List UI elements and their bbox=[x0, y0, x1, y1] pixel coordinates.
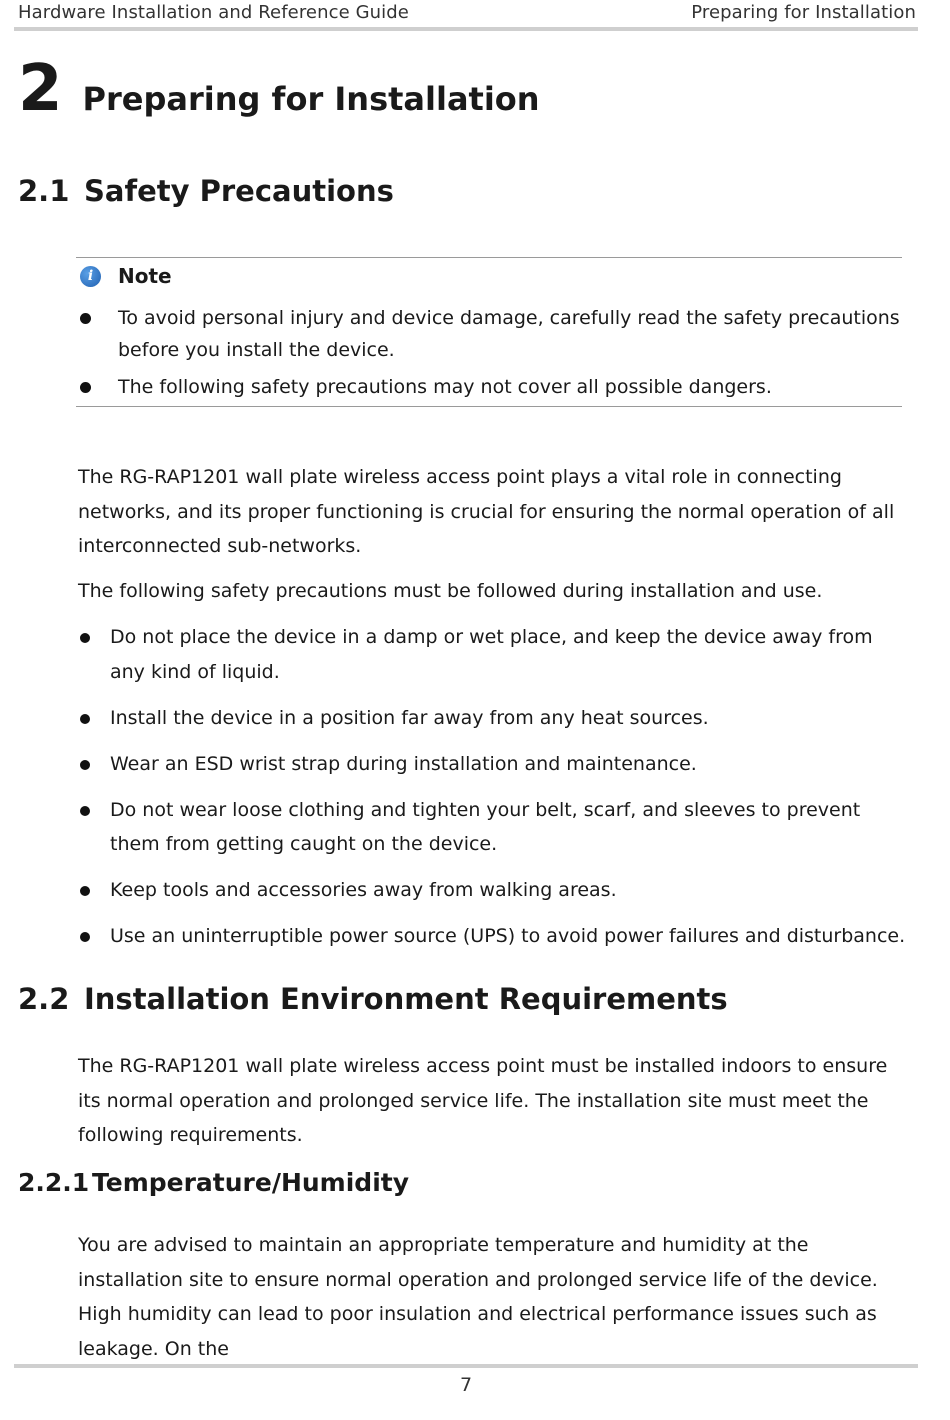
header-doc-title: Hardware Installation and Reference Guide bbox=[18, 2, 409, 23]
list-item: Wear an ESD wrist strap during installation and maintenance. bbox=[78, 747, 908, 782]
note-item: The following safety precautions may not cover all possible dangers. bbox=[76, 371, 902, 403]
list-item: Install the device in a position far away from any heat sources. bbox=[78, 701, 908, 736]
subsection-number: 2.2.1 bbox=[18, 1168, 90, 1197]
page-number: 7 bbox=[459, 1374, 473, 1396]
subsection-title: Temperature/Humidity bbox=[92, 1168, 410, 1197]
chapter-title: Preparing for Installation bbox=[82, 80, 540, 118]
header-chapter-title: Preparing for Installation bbox=[691, 2, 916, 23]
note-title: Note bbox=[118, 264, 172, 288]
section-number: 2.2 bbox=[18, 982, 70, 1016]
info-icon: i bbox=[80, 266, 101, 287]
running-header bbox=[18, 2, 916, 23]
chapter-number: 2 bbox=[18, 52, 63, 126]
section-title: Safety Precautions bbox=[84, 174, 394, 208]
note-box bbox=[76, 257, 902, 407]
section-title: Installation Environment Requirements bbox=[84, 982, 728, 1016]
safety-intro-paragraph: The RG-RAP1201 wall plate wireless access point plays a vital role in connecting networks, and its proper functioning is crucial for ensuring the normal operation of all interconnected sub-networks. bbox=[78, 466, 895, 557]
section-heading-environment bbox=[18, 982, 728, 1016]
safety-precautions-list bbox=[78, 620, 908, 965]
subsection-heading-temperature bbox=[18, 1168, 409, 1197]
list-item: Keep tools and accessories away from walking areas. bbox=[78, 873, 908, 908]
list-item: Do not place the device in a damp or wet place, and keep the device away from any kind of liquid. bbox=[78, 620, 908, 689]
list-item: Use an uninterruptible power source (UPS) to avoid power failures and disturbance. bbox=[78, 919, 908, 954]
footer-rule bbox=[14, 1364, 918, 1368]
header-rule bbox=[14, 27, 918, 31]
note-header bbox=[80, 264, 172, 288]
environment-intro-paragraph: The RG-RAP1201 wall plate wireless access point must be installed indoors to ensure its normal operation and prolonged service life. The installation site must meet the following requirements. bbox=[78, 1055, 888, 1146]
section-number: 2.1 bbox=[18, 174, 70, 208]
list-item: Do not wear loose clothing and tighten your belt, scarf, and sleeves to prevent them from getting caught on the device. bbox=[78, 793, 908, 862]
note-list bbox=[76, 302, 902, 408]
section-heading-safety bbox=[18, 174, 394, 208]
chapter-heading bbox=[18, 52, 540, 126]
safety-lead-paragraph: The following safety precautions must be followed during installation and use. bbox=[78, 580, 823, 602]
temperature-paragraph: You are advised to maintain an appropriate temperature and humidity at the installation site to ensure normal operation and prolonged service life of the device. High humidity can lead to poor insulation and electrical performance issues such as leakage. On the bbox=[78, 1234, 878, 1360]
note-item: To avoid personal injury and device damage, carefully read the safety precautions before you install the device. bbox=[76, 302, 902, 366]
